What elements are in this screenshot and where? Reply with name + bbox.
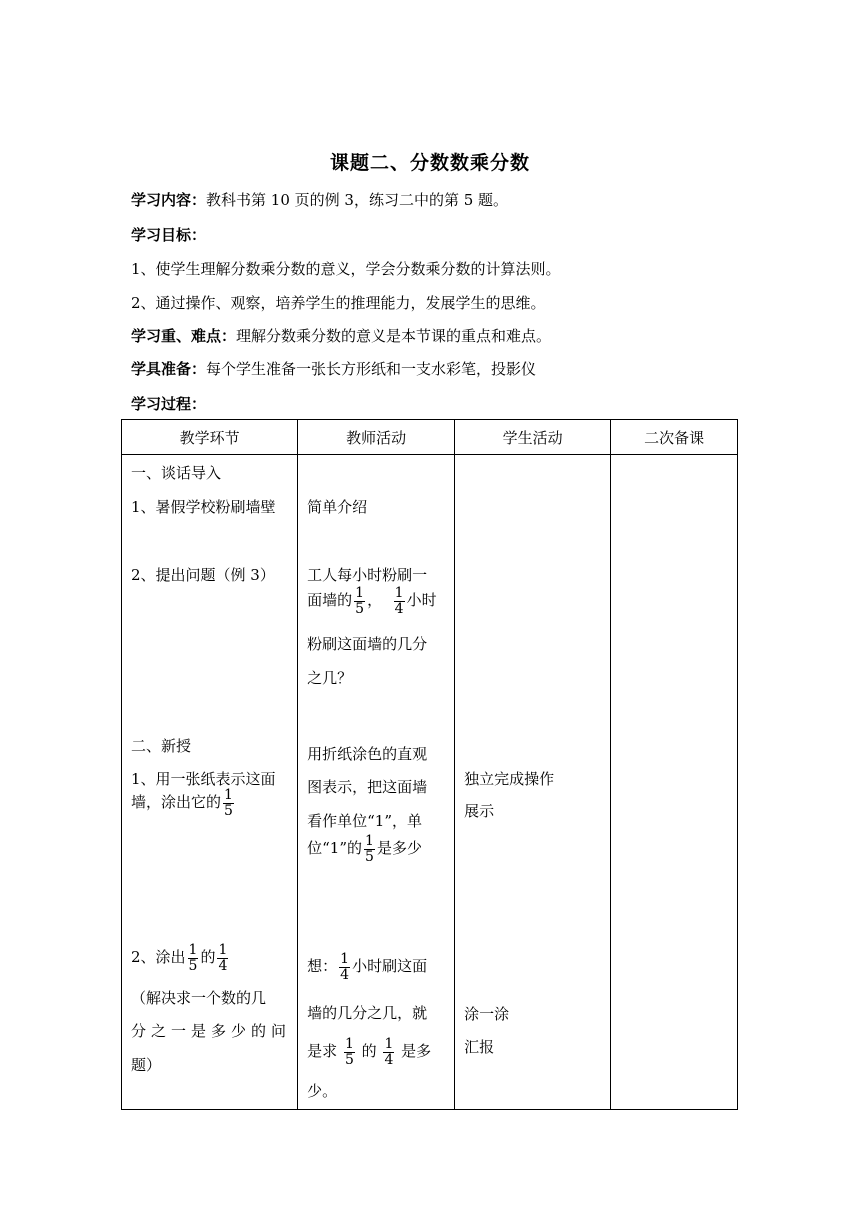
goals-label: 学习目标： [131,226,207,244]
student-text: 展示 [464,802,495,820]
content-line [131,189,508,211]
fraction-denominator: 4 [218,957,228,974]
teacher-text: 是求 [307,1042,338,1060]
tools-label: 学具准备： [131,360,207,378]
teacher-activity-cell [298,455,455,1110]
fraction-numerator: 1 [344,1035,354,1052]
student-activity-cell [455,455,611,1110]
teacher-text-with-fraction [307,1036,431,1068]
goal-item: 2、通过操作、观察，培养学生的推理能力，发展学生的思维。 [131,294,546,312]
stage-text: 墙，涂出它的 [131,793,222,811]
teacher-text: 之几？ [307,669,353,687]
stage-text-with-fraction [131,787,236,819]
student-text: 汇报 [464,1038,495,1056]
teacher-text: 粉刷这面墙的几分 [307,635,428,653]
teacher-text-with-fraction [307,951,427,983]
fraction-one-fifth [354,586,365,617]
fraction-denominator: 5 [224,802,233,819]
fraction-denominator: 5 [188,957,198,974]
stage-text: 的 [200,948,216,966]
fraction-one-fifth [344,1037,355,1068]
lesson-table [121,419,738,1110]
fraction-numerator: 1 [394,584,404,601]
teacher-text: 图表示，把这面墙 [307,778,428,796]
fraction-one-fourth [217,943,228,974]
fraction-denominator: 5 [344,1051,354,1068]
content-label: 学习内容： [131,191,207,209]
stage-text: 1、用一张纸表示这面 [131,770,276,788]
stage-text: 分之一是多少的问 [131,1022,292,1040]
fraction-one-fifth [223,788,234,819]
fraction-one-fourth [383,1037,394,1068]
fraction-one-fifth [188,943,199,974]
table-header: 教师活动 [298,420,455,455]
teacher-text: 的 [361,1042,377,1060]
teacher-text-with-fraction [307,585,436,617]
fraction-numerator: 1 [188,941,198,958]
student-text: 独立完成操作 [464,770,555,788]
teaching-stage-cell [122,455,298,1110]
stage-text: 二、新授 [131,737,192,755]
teacher-text: 工人每小时粉刷一 [307,566,428,584]
content-text: 教科书第 10 页的例 3，练习二中的第 5 题。 [206,191,509,209]
goal-item: 1、使学生理解分数乘分数的意义，学会分数乘分数的计算法则。 [131,260,561,278]
teacher-text: 简单介绍 [307,498,368,516]
key-line [131,325,551,347]
fraction-one-fourth [339,952,350,983]
fraction-denominator: 4 [394,600,404,617]
fraction-denominator: 4 [384,1051,394,1068]
fraction-numerator: 1 [384,1035,394,1052]
table-header: 二次备课 [611,420,738,455]
key-text: 理解分数乘分数的意义是本节课的重点和难点。 [236,327,552,345]
fraction-one-fifth [364,834,375,865]
stage-text: 题） [131,1056,162,1074]
teacher-text-with-fraction [307,833,422,865]
teacher-text: 用折纸涂色的直观 [307,745,428,763]
fraction-numerator: 1 [224,786,233,803]
stage-text-with-fraction [131,942,230,974]
table-header: 教学环节 [122,420,298,455]
teacher-text: 小时 [406,591,437,609]
teacher-text: 看作单位“1”，单 [307,812,423,830]
teacher-text: 是多 [401,1042,432,1060]
fraction-denominator: 5 [355,600,365,617]
tools-text: 每个学生准备一张长方形纸和一支水彩笔，投影仪 [206,360,537,378]
fraction-one-fourth [394,586,405,617]
student-text: 涂一涂 [464,1005,510,1023]
page-title: 课题二、分数数乘分数 [329,152,530,174]
table-header-row [122,420,738,455]
fraction-numerator: 1 [355,584,365,601]
teacher-text: 小时刷这面 [352,957,428,975]
teacher-text: 少。 [307,1082,338,1100]
table-header: 学生活动 [455,420,611,455]
teacher-text: 面墙的 [307,591,353,609]
fraction-denominator: 5 [365,848,374,865]
stage-text: （解决求一个数的几 [131,989,267,1007]
fraction-numerator: 1 [365,832,374,849]
second-prep-cell [611,455,738,1110]
teacher-text: 是多少 [376,839,422,857]
tools-line [131,358,536,380]
process-label: 学习过程： [131,395,207,413]
teacher-text: ， [367,591,383,609]
stage-text: 一、谈话导入 [131,464,222,482]
teacher-text: 墙的几分之几，就 [307,1004,428,1022]
key-label: 学习重、难点： [131,327,237,345]
stage-text: 1、暑假学校粉刷墙壁 [131,498,276,516]
fraction-numerator: 1 [340,950,350,967]
table-row [122,455,738,1110]
fraction-numerator: 1 [218,941,228,958]
stage-text: 2、涂出 [131,948,186,966]
teacher-text: 想： [307,957,338,975]
stage-text: 2、提出问题（例 3） [131,566,275,584]
fraction-denominator: 4 [340,966,350,983]
teacher-text: 位“1”的 [307,839,363,857]
